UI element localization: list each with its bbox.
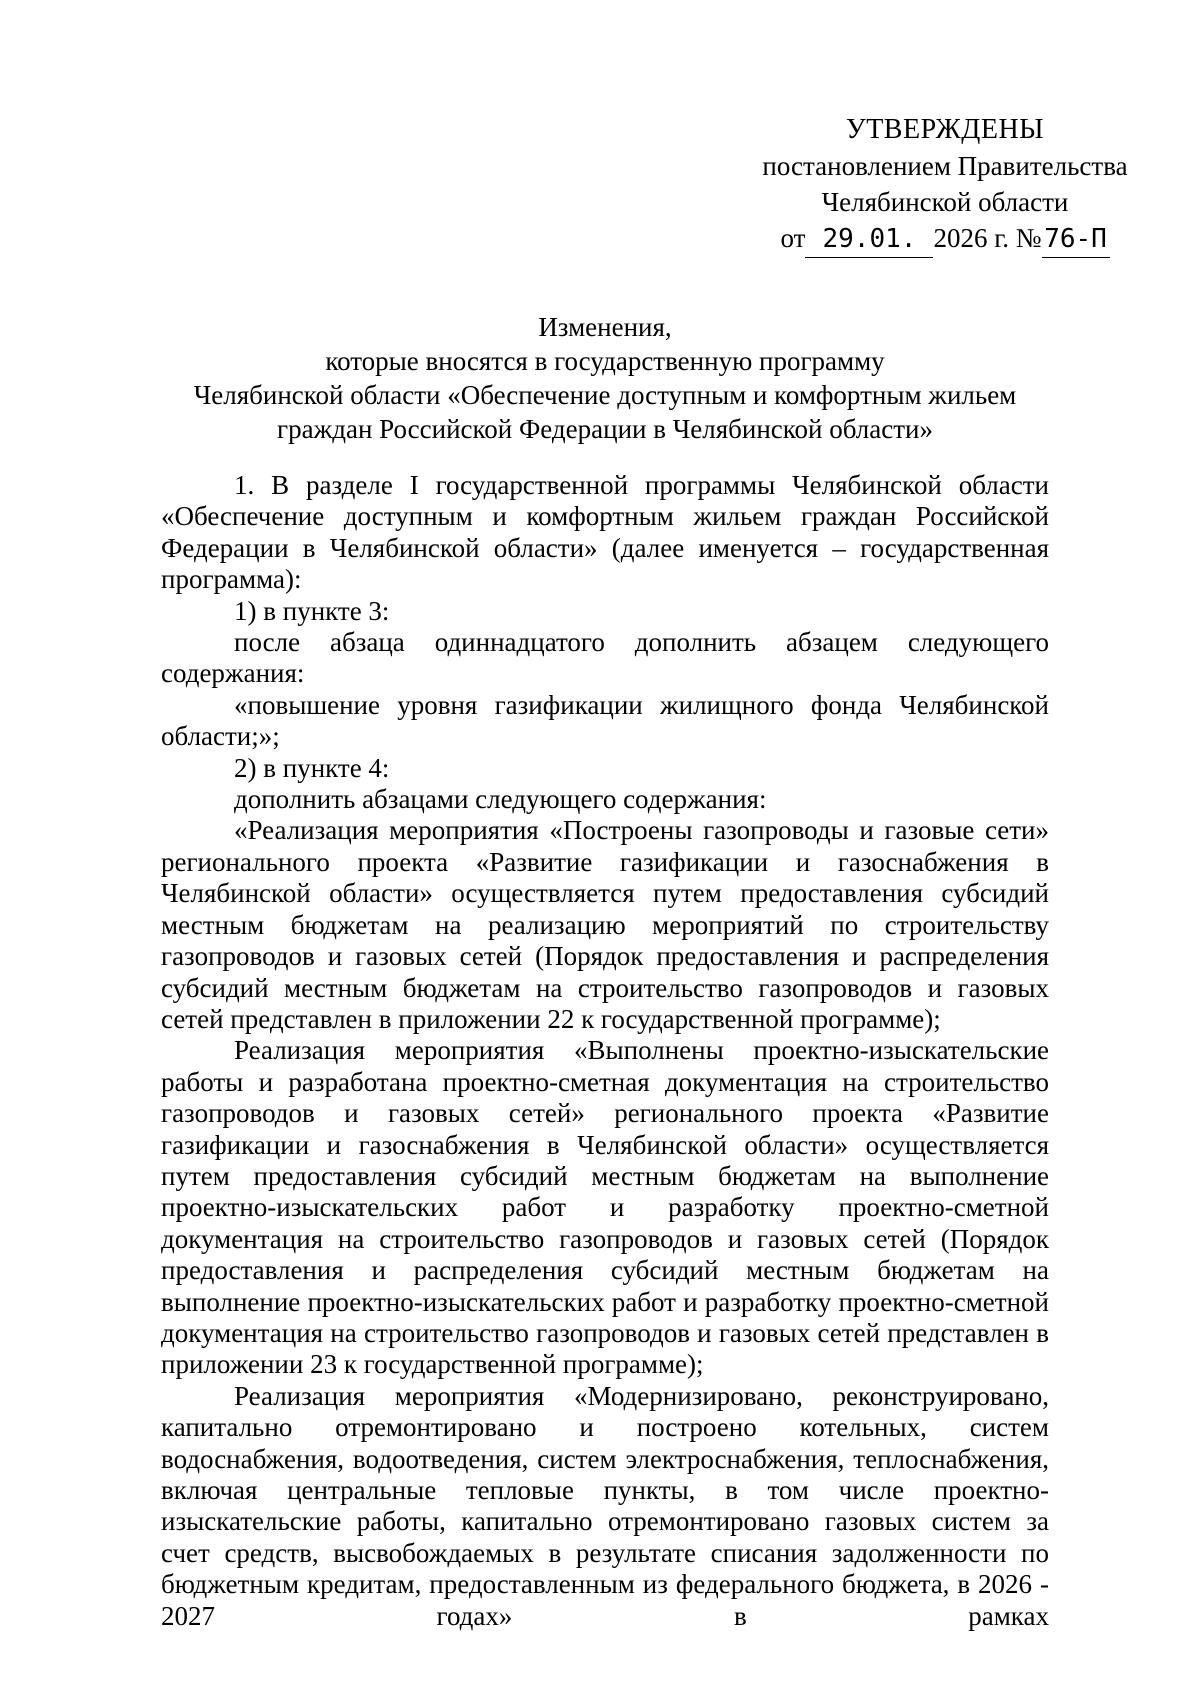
approval-date-line xyxy=(745,220,1145,258)
approval-label: УТВЕРЖДЕНЫ xyxy=(845,114,1045,145)
title-line-3: Челябинской области «Обеспечение доступным и комфортным жильем xyxy=(193,380,1017,410)
paragraph-1: 1. В разделе I государственной программы Челябинской области «Обеспечение доступным и комфортным жильем граждан Российской Федерации в Челябинской области» (далее именуется – государственная программа): xyxy=(161,470,1049,595)
title-line-1: Изменения, xyxy=(538,312,672,342)
approval-line-2: Челябинской области xyxy=(821,187,1069,217)
paragraph-7: «Реализация мероприятия «Построены газопроводы и газовые сети» регионального проекта «Развитие газификации и газоснабжения в Челябинской области» осуществляется путем предоставления субсидий местным бюджетам на реализацию мероприятий по строительству газопроводов и газовых сетей (Порядок предоставления и распределения субсидий местным бюджетам на строительство газопроводов и газовых сетей представлен в приложении 22 к государственной программе); xyxy=(161,815,1049,1034)
paragraph-4: «повышение уровня газификации жилищного фонда Челябинской области;»; xyxy=(161,689,1049,752)
paragraph-3: после абзаца одиннадцатого дополнить абзацем следующего содержания: xyxy=(161,627,1049,689)
title-line-2: которые вносятся в государственную программу xyxy=(325,346,885,376)
date-field: 29.01. xyxy=(805,221,933,258)
document-title xyxy=(160,310,1050,446)
document-number-field: 76-П xyxy=(1042,221,1110,258)
title-line-4: граждан Российской Федерации в Челябинской области» xyxy=(277,414,933,444)
approval-line-1: постановлением Правительства xyxy=(762,151,1128,181)
paragraph-5: 2) в пункте 4: xyxy=(234,752,390,783)
paragraph-2: 1) в пункте 3: xyxy=(234,595,390,626)
document-body xyxy=(161,470,1049,1632)
approval-stamp xyxy=(745,112,1145,258)
paragraph-8: Реализация мероприятия «Выполнены проектно-изыскательские работы и разработана проектно-сметная документация на строительство газопроводов и газовых сетей» регионального проекта «Развитие газификации и газоснабжения в Челябинской области» осуществляется путем предоставления субсидий местным бюджетам на выполнение проектно-изыскательских работ и разработку проектно-сметной документация на строительство газопроводов и газовых сетей (Порядок предоставления и распределения субсидий местным бюджетам на выполнение проектно-изыскательских работ и разработку проектно-сметной документация на строительство газопроводов и газовых сетей представлен в приложении 23 к государственной программе); xyxy=(161,1035,1049,1380)
paragraph-9: Реализация мероприятия «Модернизировано, реконструировано, капитально отремонтировано и построено котельных, систем водоснабжения, водоотведения, систем электроснабжения, теплоснабжения, включая центральные тепловые пункты, в том числе проектно-изыскательские работы, капитально отремонтировано газовых систем за счет средств, высвобождаемых в результате списания задолженности по бюджетным кредитам, предоставленным из федерального бюджета, в 2026 - 2027 годах» в рамках xyxy=(161,1380,1049,1631)
date-prefix: от xyxy=(780,223,806,253)
date-suffix: 2026 г. № xyxy=(933,223,1042,253)
paragraph-6: дополнить абзацами следующего содержания: xyxy=(234,784,767,815)
